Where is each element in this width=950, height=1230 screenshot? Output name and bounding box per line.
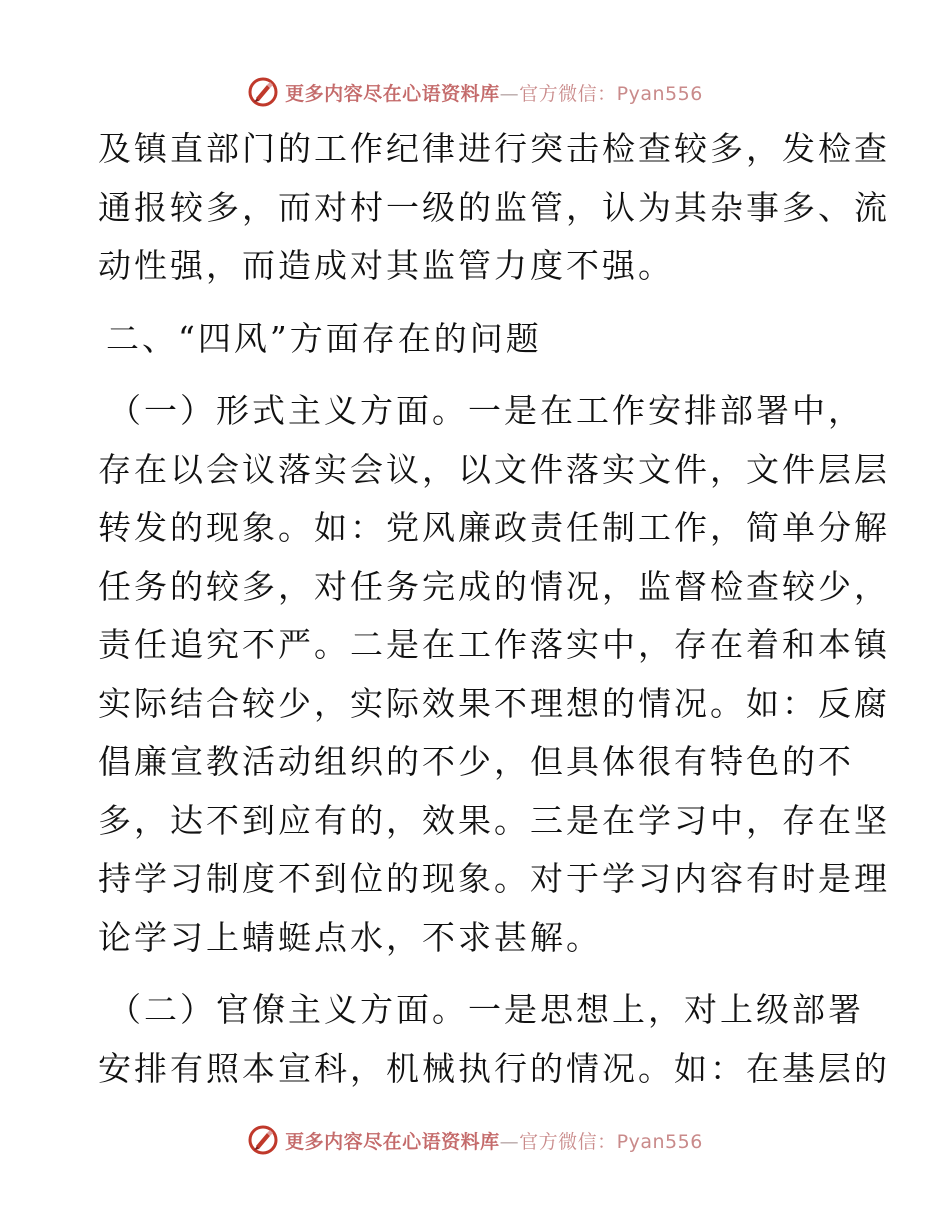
heading-text: 二、“四风”方面存在的问题: [106, 318, 542, 358]
text-line: 转发的现象。如：党风廉政责任制工作，简单分解: [98, 508, 890, 547]
text-line: （二）官僚主义方面。一是思想上，对上级部署: [108, 990, 864, 1029]
text-line: 多，达不到应有的，效果。三是在学习中，存在坚: [98, 800, 890, 840]
header-wechat: 官方微信：Pyan556: [519, 82, 703, 105]
header-banner: [0, 72, 950, 112]
footer-banner: [0, 1120, 950, 1160]
header-brand: 更多内容尽在心语资料库: [285, 82, 500, 105]
text-line: 安排有照本宣科，机械执行的情况。如：在基层的: [98, 1048, 890, 1088]
logo-icon: [247, 1124, 279, 1156]
text-line: 论学习上蜻蜓点水，不求甚解。: [98, 917, 602, 957]
paragraph-formalism: [98, 382, 890, 967]
footer-wechat: 官方微信：Pyan556: [519, 1130, 703, 1153]
text-line: 及镇直部门的工作纪律进行突击检查较多，发检查: [98, 129, 890, 168]
text-line: （一）形式主义方面。一是在工作安排部署中，: [108, 391, 864, 430]
logo-icon: [247, 76, 279, 108]
footer-banner-text: [285, 1127, 703, 1154]
text-line: 倡廉宣教活动组织的不少，但具体很有特色的不: [98, 742, 854, 781]
document-body: [98, 120, 890, 1112]
header-banner-text: [285, 79, 703, 106]
paragraph-bureaucratism: [98, 981, 890, 1098]
text-line: 存在以会议落实会议，以文件落实文件，文件层层: [98, 449, 890, 489]
header-separator: —: [499, 82, 520, 105]
footer-brand: 更多内容尽在心语资料库: [285, 1130, 500, 1153]
text-line: 动性强，而造成对其监管力度不强。: [98, 246, 674, 285]
section-heading: [98, 310, 858, 369]
text-line: 任务的较多，对任务完成的情况，监督检查较少，: [98, 566, 890, 606]
paragraph-continued: [98, 120, 890, 296]
footer-separator: —: [499, 1130, 520, 1153]
text-line: 责任追究不严。二是在工作落实中，存在着和本镇: [98, 625, 890, 664]
text-line: 通报较多，而对村一级的监管，认为其杂事多、流: [98, 187, 890, 227]
text-line: 实际结合较少，实际效果不理想的情况。如：反腐: [98, 683, 890, 723]
text-line: 持学习制度不到位的现象。对于学习内容有时是理: [98, 859, 890, 898]
